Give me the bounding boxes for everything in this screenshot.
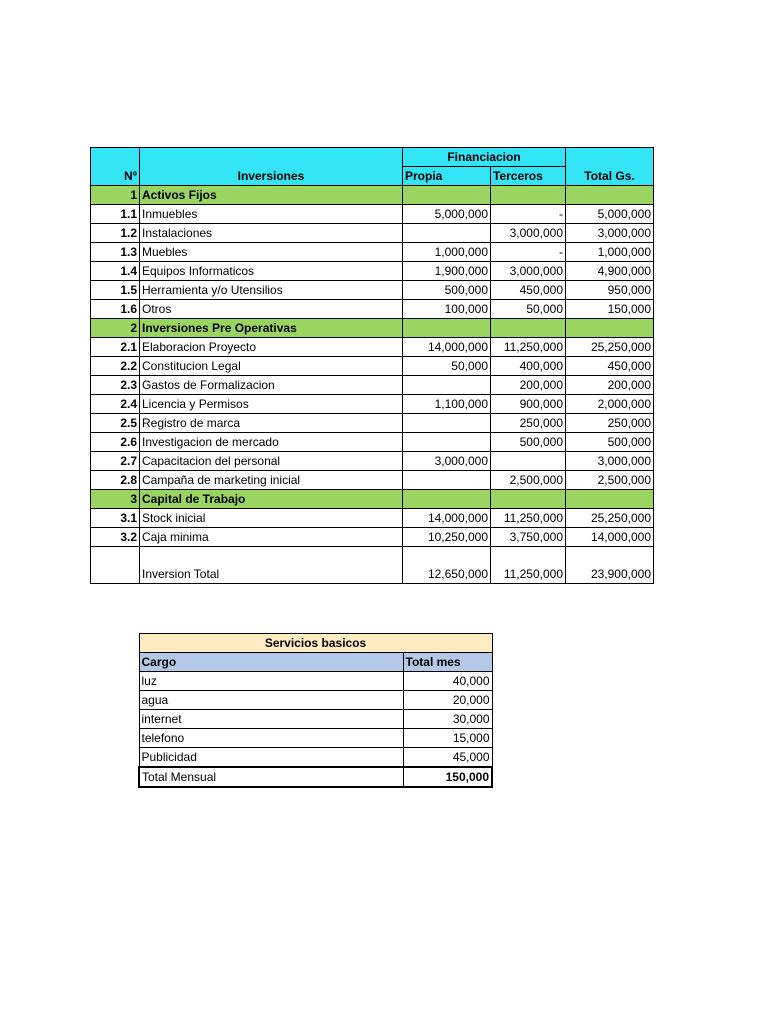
table-row [91,452,654,471]
row-label: Licencia y Permisos [140,395,403,414]
row-terceros: 11,250,000 [491,338,566,357]
services-cargo: luz [139,672,403,691]
row-label: Herramienta y/o Utensilios [140,281,403,300]
row-propia [403,414,491,433]
table-row [91,395,654,414]
section-row [91,319,654,338]
services-total-row [139,767,492,787]
total-propia: 12,650,000 [403,565,491,584]
row-propia: 1,900,000 [403,262,491,281]
row-label: Elaboracion Proyecto [140,338,403,357]
row-propia: 14,000,000 [403,338,491,357]
row-propia: 5,000,000 [403,205,491,224]
row-num: 2.5 [91,414,140,433]
table-row [91,243,654,262]
section-num: 1 [91,186,140,205]
section-row [91,186,654,205]
row-propia [403,224,491,243]
row-num: 3.1 [91,509,140,528]
services-amount: 30,000 [403,710,492,729]
services-total-value: 150,000 [403,767,492,787]
section-row [91,490,654,509]
row-total: 4,900,000 [566,262,654,281]
row-propia [403,433,491,452]
table-row [91,433,654,452]
col-propia-header [403,167,491,186]
services-row [139,691,492,710]
row-total: 5,000,000 [566,205,654,224]
row-terceros: 500,000 [491,433,566,452]
table-row [91,376,654,395]
services-row [139,710,492,729]
spacer-cell [403,547,491,565]
row-num: 2.4 [91,395,140,414]
header-row-1 [91,148,654,167]
row-num: 1.1 [91,205,140,224]
row-propia: 10,250,000 [403,528,491,547]
row-terceros: 200,000 [491,376,566,395]
row-label: Caja minima [140,528,403,547]
table-row [91,338,654,357]
row-total: 950,000 [566,281,654,300]
row-label: Inmuebles [140,205,403,224]
services-header-row [139,653,492,672]
row-num: 2.1 [91,338,140,357]
services-total-label: Total Mensual [139,767,403,787]
table-row [91,509,654,528]
row-terceros: 50,000 [491,300,566,319]
table-row [91,300,654,319]
total-total: 23,900,000 [566,565,654,584]
section-empty [403,490,491,509]
row-label: Equipos Informaticos [140,262,403,281]
table-row [91,281,654,300]
row-total: 3,000,000 [566,224,654,243]
total-terceros: 11,250,000 [491,565,566,584]
row-total: 150,000 [566,300,654,319]
row-total: 200,000 [566,376,654,395]
row-propia: 3,000,000 [403,452,491,471]
row-total: 2,000,000 [566,395,654,414]
spacer-cell [140,547,403,565]
row-num: 2.3 [91,376,140,395]
row-label: Capacitacion del personal [140,452,403,471]
col-total-header [566,148,654,186]
num-header-text: Nº [123,169,137,183]
table-row [91,528,654,547]
row-label: Registro de marca [140,414,403,433]
row-propia: 1,100,000 [403,395,491,414]
section-num: 3 [91,490,140,509]
section-title: Capital de Trabajo [140,490,403,509]
section-title: Activos Fijos [140,186,403,205]
services-amount: 20,000 [403,691,492,710]
spacer-cell [566,547,654,565]
row-propia [403,471,491,490]
section-empty [403,319,491,338]
row-num: 1.4 [91,262,140,281]
row-propia: 500,000 [403,281,491,300]
row-num: 1.6 [91,300,140,319]
row-total: 25,250,000 [566,338,654,357]
services-cargo: telefono [139,729,403,748]
services-amount: 40,000 [403,672,492,691]
row-num: 2.8 [91,471,140,490]
row-total: 25,250,000 [566,509,654,528]
row-label: Instalaciones [140,224,403,243]
row-total: 500,000 [566,433,654,452]
row-terceros: 450,000 [491,281,566,300]
table-row [91,357,654,376]
financiacion-header-text: Financiacion [447,150,521,164]
row-num: 1.5 [91,281,140,300]
services-cargo: internet [139,710,403,729]
row-label: Stock inicial [140,509,403,528]
services-cargo: agua [139,691,403,710]
inversiones-header-text: Inversiones [237,169,305,183]
section-empty [566,490,654,509]
section-empty [566,186,654,205]
col-inversiones-header [140,148,403,186]
row-terceros: 3,000,000 [491,224,566,243]
row-label: Otros [140,300,403,319]
row-terceros: 3,000,000 [491,262,566,281]
row-total: 250,000 [566,414,654,433]
row-label: Campaña de marketing inicial [140,471,403,490]
row-label: Muebles [140,243,403,262]
services-body [139,672,492,768]
services-amount: 45,000 [403,748,492,768]
row-terceros: 3,750,000 [491,528,566,547]
col-total-mes-header: Total mes [403,653,492,672]
row-num: 1.2 [91,224,140,243]
terceros-header-text: Terceros [493,169,543,183]
section-empty [403,186,491,205]
col-cargo-header: Cargo [139,653,403,672]
row-propia: 14,000,000 [403,509,491,528]
section-num: 2 [91,319,140,338]
row-label: Constitucion Legal [140,357,403,376]
row-propia [403,376,491,395]
table-row [91,262,654,281]
section-empty [566,319,654,338]
row-terceros [491,452,566,471]
row-terceros: - [491,205,566,224]
row-num: 2.6 [91,433,140,452]
row-terceros: 900,000 [491,395,566,414]
investment-body [91,186,654,547]
row-total: 2,500,000 [566,471,654,490]
section-title: Inversiones Pre Operativas [140,319,403,338]
spacer-cell [91,547,140,565]
total-row [91,565,654,584]
services-title: Servicios basicos [139,634,492,653]
table-row [91,471,654,490]
row-propia: 1,000,000 [403,243,491,262]
row-total: 14,000,000 [566,528,654,547]
services-amount: 15,000 [403,729,492,748]
row-total: 1,000,000 [566,243,654,262]
row-terceros: 400,000 [491,357,566,376]
services-row [139,729,492,748]
row-terceros: 11,250,000 [491,509,566,528]
col-num-header [91,148,140,186]
services-table [138,633,493,788]
row-terceros: 2,500,000 [491,471,566,490]
table-row [91,414,654,433]
investment-table [90,147,654,584]
services-cargo: Publicidad [139,748,403,768]
row-num: 2.2 [91,357,140,376]
table-row [91,205,654,224]
section-empty [491,186,566,205]
row-terceros: - [491,243,566,262]
row-propia: 50,000 [403,357,491,376]
row-num: 3.2 [91,528,140,547]
row-num: 2.7 [91,452,140,471]
total-header-text: Total Gs. [584,169,635,183]
services-title-row [139,634,492,653]
row-label: Gastos de Formalizacion [140,376,403,395]
total-num-cell [91,565,140,584]
row-total: 3,000,000 [566,452,654,471]
row-label: Investigacion de mercado [140,433,403,452]
total-label: Inversion Total [140,565,403,584]
col-terceros-header [491,167,566,186]
row-propia: 100,000 [403,300,491,319]
row-total: 450,000 [566,357,654,376]
propia-header-text: Propia [405,169,443,183]
row-terceros: 250,000 [491,414,566,433]
spacer-row [91,547,654,565]
table-row [91,224,654,243]
row-num: 1.3 [91,243,140,262]
services-row [139,672,492,691]
col-financiacion-header [403,148,566,167]
spacer-cell [491,547,566,565]
section-empty [491,490,566,509]
section-empty [491,319,566,338]
services-row [139,748,492,768]
